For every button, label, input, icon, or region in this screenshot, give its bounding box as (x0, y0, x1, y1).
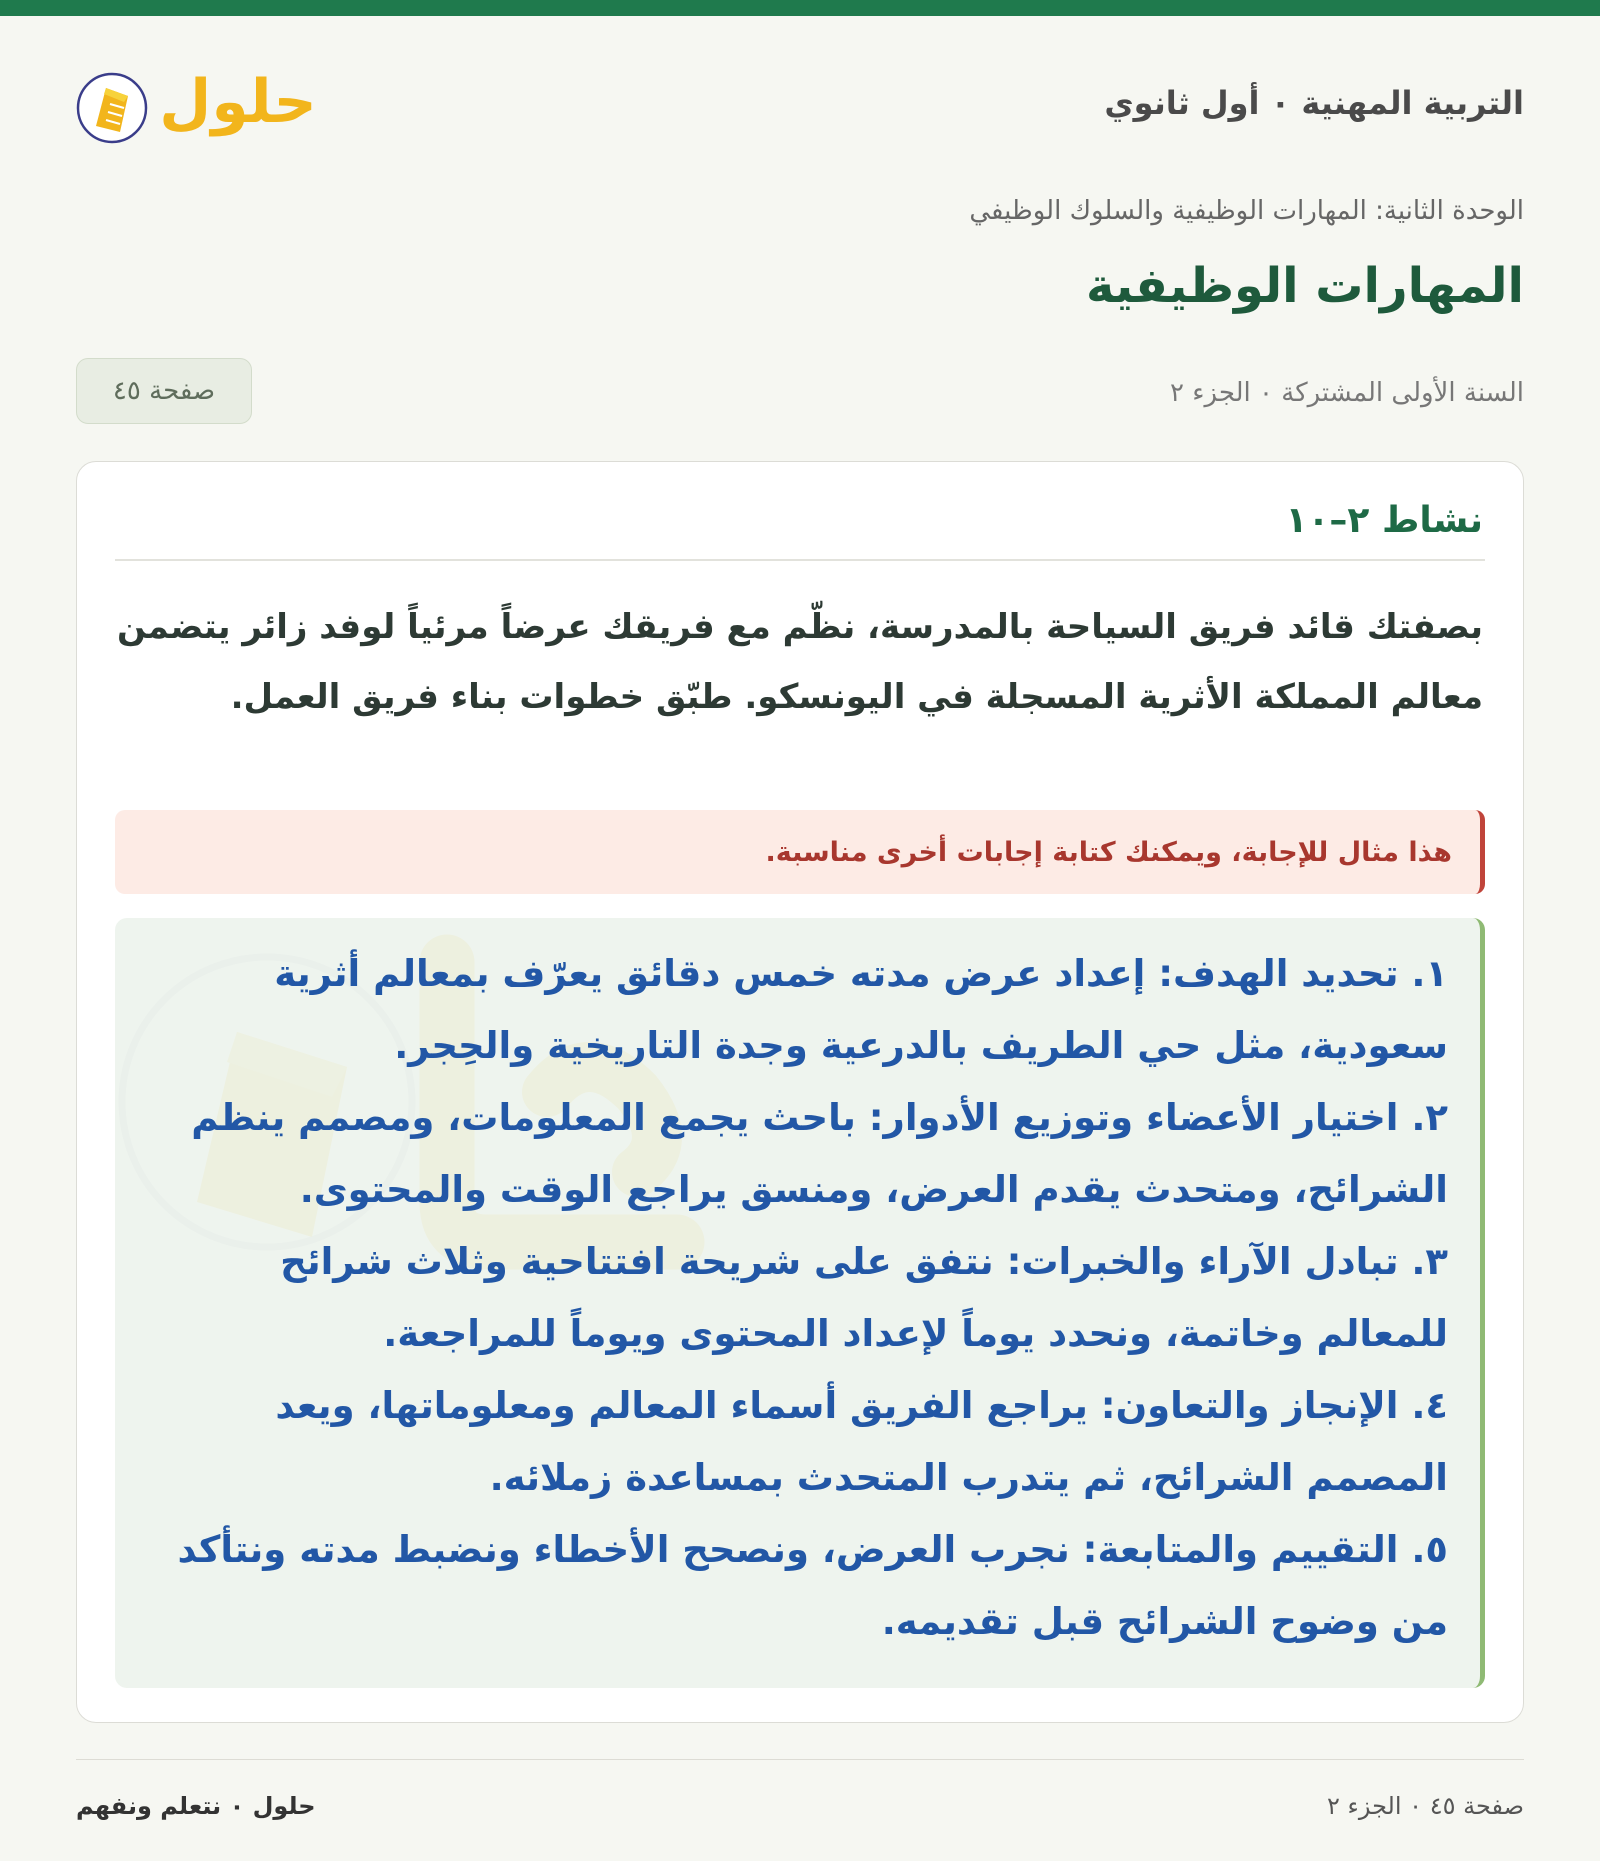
footer-brand: حلول ٠ نتعلم ونفهم (76, 1792, 316, 1820)
footer-page-info: صفحة ٤٥ ٠ الجزء ٢ (1327, 1792, 1524, 1820)
answer-item: ٢. اختيار الأعضاء وتوزيع الأدوار: باحث يجمع المعلومات، ومصمم ينظم الشرائح، ومتحدث يقدم العرض، ومنسق يراجع الوقت والمحتوى. (191, 1096, 1448, 1211)
answer-item: ١. تحديد الهدف: إعداد عرض مدته خمس دقائق يعرّف بمعالم أثرية سعودية، مثل حي الطريف بالدرعية وجدة التاريخية والحِجر. (274, 952, 1448, 1067)
meta-line: السنة الأولى المشتركة ٠ الجزء ٢ (1170, 378, 1524, 408)
activity-card (76, 461, 1524, 1723)
footer-divider (76, 1759, 1524, 1760)
answer-item: ٤. الإنجاز والتعاون: يراجع الفريق أسماء المعالم ومعلوماتها، ويعد المصمم الشرائح، ثم يتدرب المتحدث بمساعدة زملائه. (275, 1384, 1448, 1499)
answer-box (115, 918, 1485, 1688)
page-title: المهارات الوظيفية (1085, 258, 1524, 314)
top-accent-bar (0, 0, 1600, 16)
answer-item: ٣. تبادل الآراء والخبرات: نتفق على شريحة افتتاحية وثلاث شرائح للمعالم وخاتمة، ونحدد يوماً لإعداد المحتوى ويوماً للمراجعة. (280, 1240, 1448, 1355)
divider (115, 559, 1485, 561)
activity-question: بصفتك قائد فريق السياحة بالمدرسة، نظّم مع فريقك عرضاً مرئياً لوفد زائر يتضمن معالم المملكة الأثرية المسجلة في اليونسكو. طبّق خطوات بناء فريق العمل. (116, 607, 1483, 717)
header-title: التربية المهنية ٠ أول ثانوي (1104, 84, 1524, 122)
hulul-logo-icon (76, 52, 336, 162)
answer-list (151, 938, 1448, 1658)
answer-item: ٥. التقييم والمتابعة: نجرب العرض، ونصحح الأخطاء ونضبط مدته ونتأكد من وضوح الشرائح قبل تقديمه. (177, 1528, 1448, 1643)
svg-text:حلول: حلول (159, 67, 317, 137)
answer-note-text: هذا مثال للإجابة، ويمكنك كتابة إجابات أخرى مناسبة. (765, 836, 1452, 868)
activity-title: نشاط ٢–١٠ (1285, 500, 1483, 541)
breadcrumb: الوحدة الثانية: المهارات الوظيفية والسلوك الوظيفي (969, 196, 1524, 226)
page-header (76, 52, 1524, 162)
answer-note (115, 810, 1485, 894)
page-number-badge: صفحة ٤٥ (76, 358, 252, 424)
